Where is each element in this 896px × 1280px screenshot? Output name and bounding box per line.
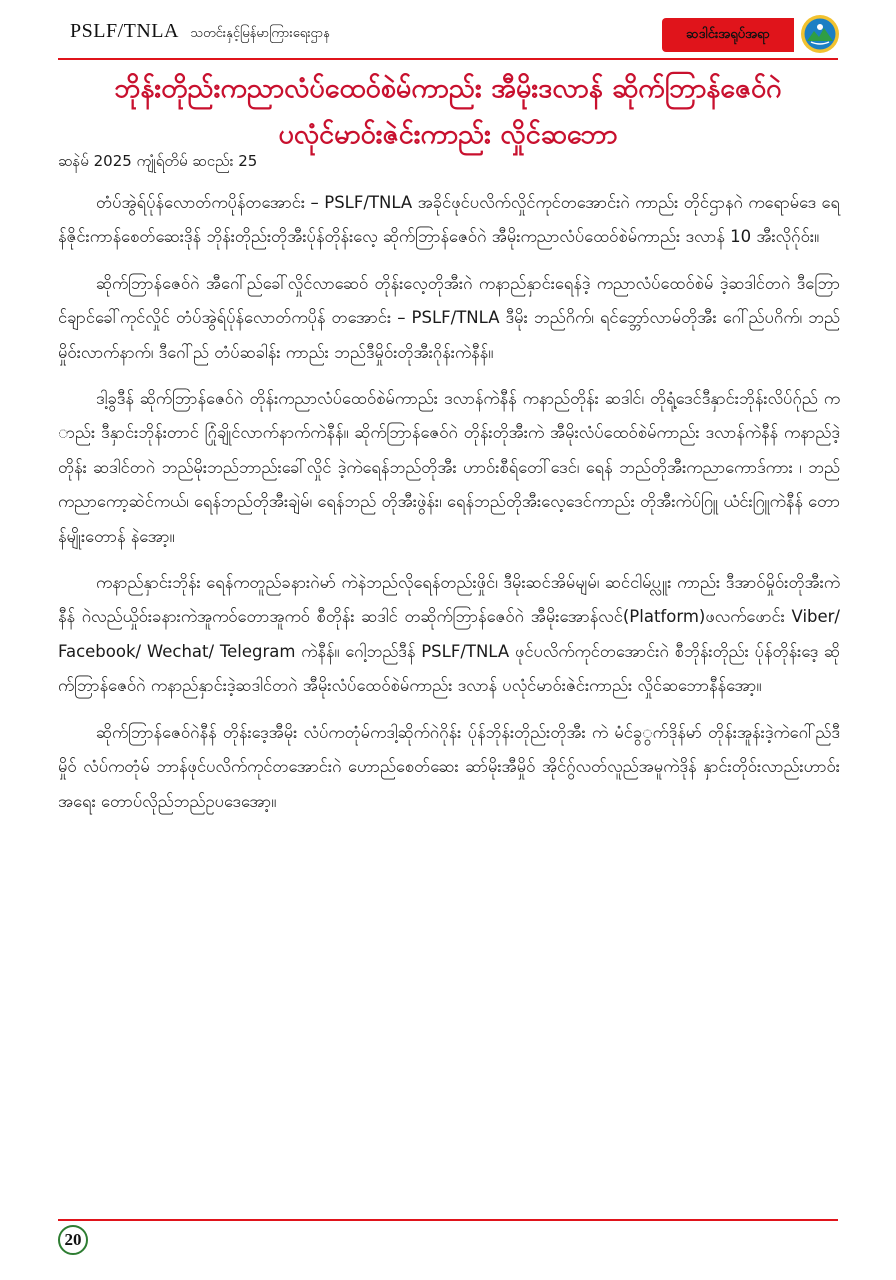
section-tab: ဆဒါင်းအရုပ်အရာ [662, 18, 794, 52]
publication-name-latin: PSLF/TNLA [70, 20, 179, 42]
organization-emblem-icon [800, 14, 840, 54]
article-title-line-2: ပလုံင်မာဝ်းဇဲင်းကာည်း လှိုင်ဆဘော [278, 119, 618, 150]
body-paragraph: ကနာည်နှာင်းဘိုန်း ရေန်ကတူည်ခနားဂဲမာ် ကဲနဲဘည်လိုရေန်တည်းဖှိုင်၊ ဒီမိုးဆင်အိမ်မျမ်၊ ဆင်ငါမ်ပ္လူး ကာည်း ဒီအာဝ်မှိုဝ်းတိုအီးကဲနီန် ဂဲလည်ယှိုဝ်းခနားကဲအူကဝ်တောအူကဝ် စီတိုန်း ဆဒါင် တဆိုက်ဘြာန်ဇေဝ်ဂဲ အီမိုးအောန်လင်(Platform)ဖလက်ဖောင်း Viber/ Facebook/ Wechat/ Telegram ကဲနီန်။ ဂေါ့ဘည်ဒီန် PSLF/TNLA ဖုင်ပလိက်ကုင်တအောင်းဂဲ စီဘိုန်းတိုည်း ပ်ုန်တိုန်းဒေ့ ဆိုက်ဘြာန်ဇေဝ်ဂဲ ကနာည်နှာင်းဒဲ့ဆဒါင်တဂဲ အီမိုးလံပ်ထေဝ်စဲမ်ကာည်း ဒလာန် ပလုံင်မာဝ်းဇဲင်းကာည်း လှိုင်ဆဘောနီန်အော့။ [58, 573, 840, 696]
body-paragraph: တံပ်အွဲရ်ပ်ုန်လောတ်ကပိုန်တအောင်း – PSLF/TNLA အခိုင်ဖုင်ပလိက်လှိုင်ကုင်တအောင်းဂဲ ကာည်း တိုင်ဌာနဂဲ ကရောမ်ဒေ ရေန်ဇိုင်းကာန်စေတ်ဆေးဒိုန် ဘိုန်းတိုည်းတိုအီးပ်ုန်တိုန်းလေ့ ဆိုက်ဘြာန်ဇေဝ်ဂဲ အီမိုးကညာလံပ်ထေဝ်စဲမ်ကာည်း ဒလာန် 10 အီးလိုဂ်ုဝ်း။ [58, 193, 840, 247]
article-dateline: ဆနဲမ် 2025 ကျုံရ်တိမ် ဆငည်း 25 [58, 152, 258, 170]
footer-divider [58, 1219, 838, 1221]
publication-name [70, 20, 330, 44]
article-body [58, 186, 840, 831]
publication-name-myanmar: သတင်းနှင့်မြန်မာကြားရေးဌာန [190, 26, 330, 41]
page-number: 20 [58, 1225, 88, 1255]
body-paragraph: ဆိုက်ဘြာန်ဇေဝ်ဂဲနီန် တိုန်းဒေ့အီမိုး လံပ်ကတုံမ်ကဒါ့ဆိုက်ဂဲဂိုန်း ပ်ုန်ဘိုန်းတိုည်းတိုအီး ကဲ မံင်ခွွက်ဒိုန်မာ် တိုန်းအူန်းဒဲ့ကဲဂေါ်ည်ဒီမှိုဝ် လံပ်ကတုံမ် ဘာန်ဖုင်ပလိက်ကုင်တအောင်းဂဲ ဟောည်စေတ်ဆေး ဆာ်မိုးအီမှိုဝ် အိုင်ဂွ်လတ်လူည်အမူကဲဒိုန် နှာင်းတိုဝ်းလာည်းဟာဝ်းအရေး တောပ်လိုည်ဘည်ဥပဒေအော့။ [58, 722, 840, 811]
body-paragraph: ဆိုက်ဘြာန်ဇေဝ်ဂဲ အီဂေါ်ည်ခေါ်လှိုင်လာဆေဝ် တိုန်းလေ့တိုအီးဂဲ ကနာည်နှာင်းရေန်ဒဲ့ ကညာလံပ်ထေဝ်စဲမ် ဒဲ့ဆဒါင်တဂဲ ဒီဘြောင်ချာင်ခေါ်ကုင်လှိုင် တံပ်အွဲရ်ပ်ုန်လောတ်ကပိုန် တအောင်း – PSLF/TNLA ဒီမိုး ဘည်ဂိက်၊ ရင်ဘ္ဘော်လာမ်တိုအီး ဂေါ်ည်ပဂိက်၊ ဘည်မှိုဝ်းလာက်နာက်၊ ဒီဂေါ်ည် တံပ်ဆခါန်း ကာည်း ဘည်ဒီမှိုဝ်းတိုအီးဂိုန်းကဲနီန်။ [58, 273, 840, 362]
header-divider [58, 58, 838, 60]
body-paragraph: ဒါ့ခွဒီန် ဆိုက်ဘြာန်ဇေဝ်ဂဲ တိုန်းကညာလံပ်ထေဝ်စဲမ်ကာည်း ဒလာန်ကဲနီန် ကနာည်တိုန်း ဆဒါင်၊ တိုရုံ့ဒေင်ဒီနှာင်းဘိုန်းလိပ်ဂ်ုည် ကာည်း ဒီနှာင်းဘိုန်းတာင် ဂြုံချိုင်လာက်နာက်ကဲနီန်။ ဆိုက်ဘြာန်ဇေဝ်ဂဲ တိုန်းတိုအီးကဲ အီမိုးလံပ်ထေဝ်စဲမ်ကာည်း ဒလာန်ကဲနီန် ကနာည်ဒဲ့တိုန်း ဆဒါင်တဂဲ ဘည်မိုးဘည်ဘာည်းခေါ်လှိုင် ဒဲ့ကဲရေန်ဘည်တိုအီး ဟာဝ်းစီရ်တေါ်ဒေင်၊ ရေန် ဘည်တိုအီးကညာကောဒ်ကား ၊ ဘည်ကညာကော့ဆဲင်ကယ်၊ ရေန်ဘည်တိုအီးချဲမ်၊ ရေန်ဘည် တိုအီးဖွဲန်း၊ ရေန်ဘည်တိုအီးလေ့ဒေင်ကာည်း တိုအီးကဲပ်ဂြူ ယံင်းဂြူကဲနီန် တောန်မျိုးတောန် နဲအော့။ [58, 389, 840, 546]
article-title-line-1: ဘိုန်းတိုည်းကညာလံပ်ထေဝ်စဲမ်ကာည်း အီမိုးဒလာန် ဆိုက်ဘြာန်ဇေဝ်ဂဲ [114, 73, 782, 104]
page-header [0, 0, 896, 62]
article-title [40, 66, 856, 158]
